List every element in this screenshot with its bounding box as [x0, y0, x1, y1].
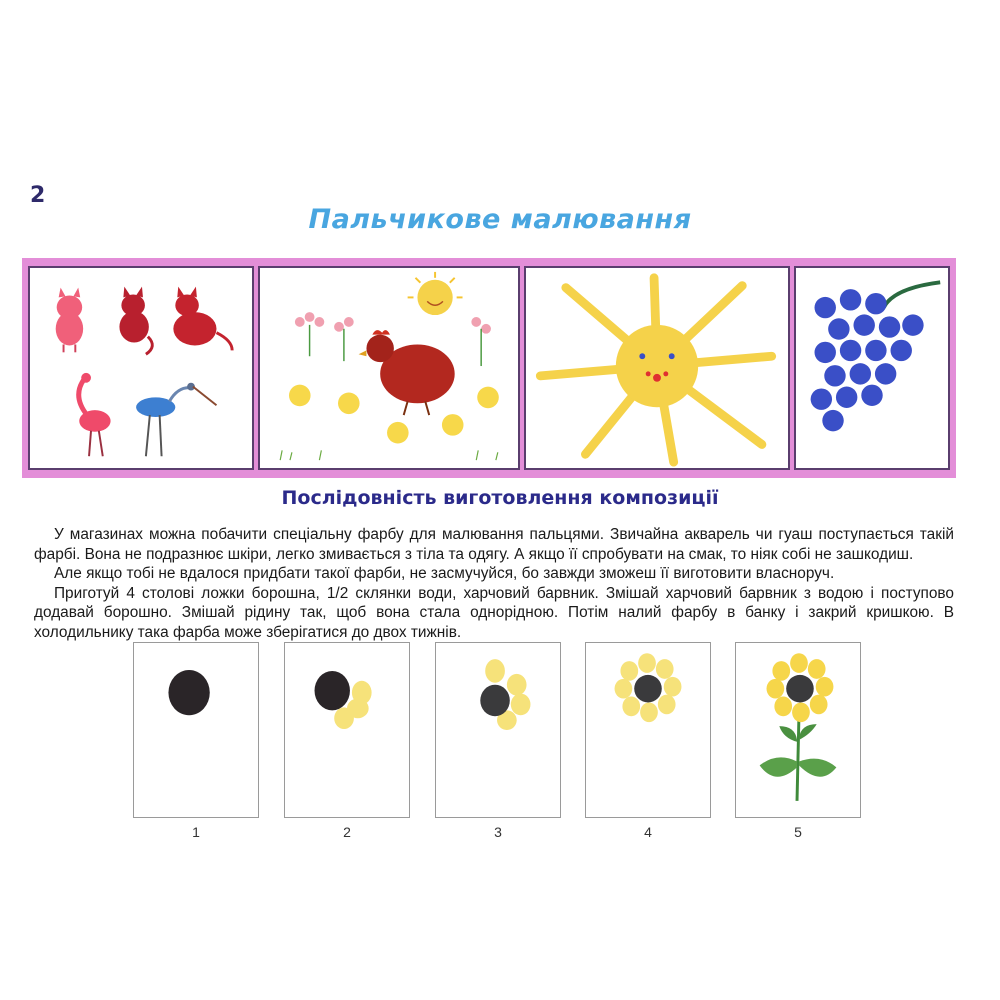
- paragraph-1: У магазинах можна побачити спеціальну фарбу для малювання пальцями. Звичайна акварель чи гуаш поступається такій фарбі. Вона не подразнює шкіри, легко змивається з тіла та одягу. А якщо її спробувати на смак, то ніяк собі не зашкодиш.: [34, 526, 954, 563]
- step1-dark-center-icon: [134, 643, 258, 817]
- page-number: 2: [30, 183, 46, 208]
- body-text: [34, 525, 954, 643]
- step4-flower-head-icon: [586, 643, 710, 817]
- paragraph-2: Але якщо тобі не вдалося придбати такої фарби, не засмучуйся, бо завжди зможеш її виготовити власноруч.: [54, 565, 835, 583]
- step-label: 2: [343, 824, 351, 840]
- steps-row: [0, 642, 1000, 842]
- step-5: [735, 642, 861, 840]
- step-2: [284, 642, 410, 840]
- gallery-strip: [22, 258, 956, 478]
- fingerprint-hen-and-chicks-icon: [260, 268, 518, 468]
- step2-first-petals-icon: [285, 643, 409, 817]
- panel-hen: [258, 266, 520, 470]
- fingerprint-sun-icon: [526, 268, 788, 468]
- paragraph-3: Приготуй 4 столові ложки борошна, 1/2 склянки води, харчовий барвник. Змішай харчовий барвник з водою і поступово додавай борошно. Змішай рідину так, щоб вона стала однорідною. Потім налий фарбу в банку і закрий кришкою. В холодильнику така фарба може зберігатися до двох тижнів.: [34, 584, 954, 641]
- panel-animals: [28, 266, 254, 470]
- step5-sunflower-icon: [736, 643, 860, 817]
- step-4: [585, 642, 711, 840]
- section-subtitle: Послідовність виготовлення композиції: [281, 487, 719, 509]
- step3-more-petals-icon: [436, 643, 560, 817]
- step-label: 5: [794, 824, 802, 840]
- panel-sun: [524, 266, 790, 470]
- step-label: 1: [192, 824, 200, 840]
- panel-grapes: [794, 266, 950, 470]
- fingerprint-animals-icon: [30, 268, 252, 468]
- step-3: [435, 642, 561, 840]
- step-label: 4: [644, 824, 652, 840]
- fingerprint-grapes-icon: [796, 268, 948, 468]
- page-title: Пальчикове малювання: [308, 204, 692, 235]
- step-label: 3: [494, 824, 502, 840]
- step-1: [133, 642, 259, 840]
